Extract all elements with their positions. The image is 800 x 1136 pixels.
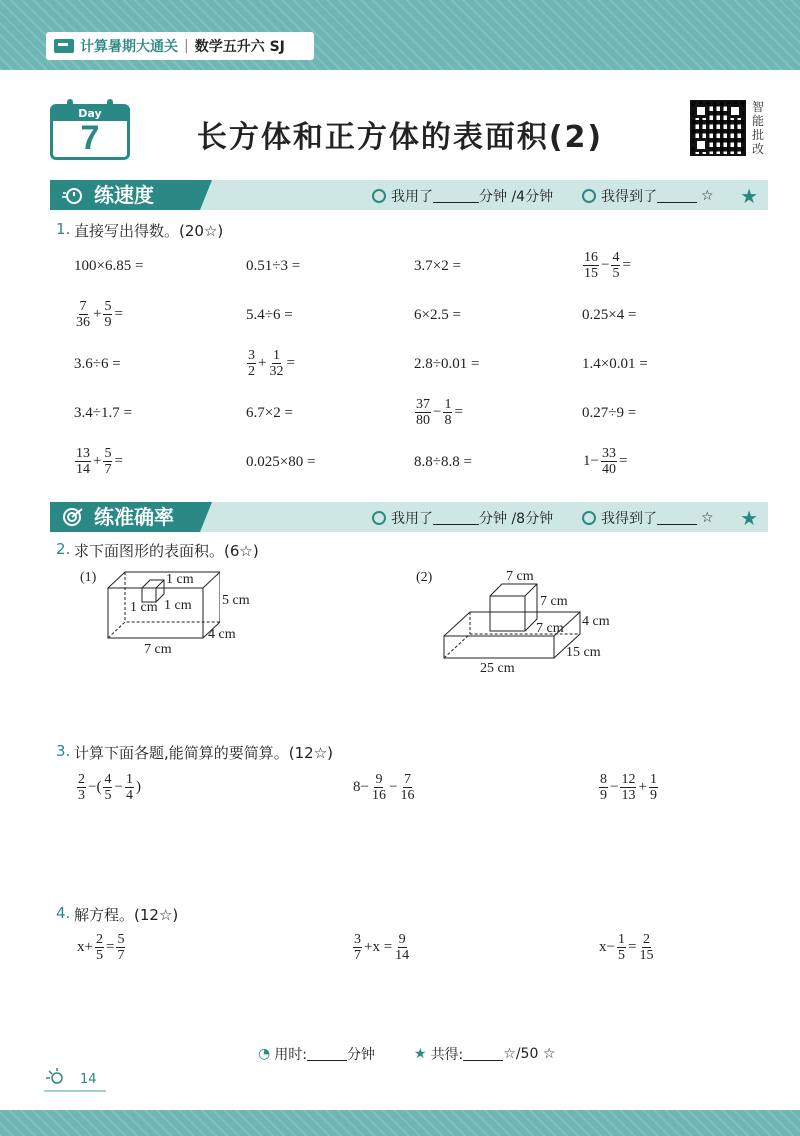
check-icon [582, 189, 596, 203]
stopwatch-icon [62, 185, 84, 205]
q1-problem: 5.4÷6 = [246, 307, 293, 323]
q1-problem: 3.7×2 = [414, 258, 461, 274]
clock-icon [372, 189, 386, 203]
q1-problem: 1.4×0.01 = [582, 356, 648, 372]
q1-problem: 2.8÷0.01 = [414, 356, 480, 372]
fraction: $\frac{1}{9}$ [649, 772, 657, 803]
fig2-label: (2) [416, 570, 433, 585]
q1-problem: 3.6÷6 = [74, 356, 121, 372]
fraction: $\frac{16}{15}$ [584, 250, 598, 281]
score-blank[interactable] [657, 189, 697, 203]
math-operator: = [622, 257, 631, 273]
fraction: $\frac{7}{16}$ [400, 772, 415, 803]
time-blank[interactable] [433, 189, 479, 203]
fraction: $\frac{3}{2}$ [248, 348, 255, 379]
fraction: $\frac{2}{5}$ [95, 932, 103, 963]
math-operator: + [258, 355, 267, 371]
math-operator: − [388, 779, 398, 795]
q1-problem: 6.7×2 = [246, 405, 293, 421]
fraction: $\frac{3}{7}$ [354, 932, 361, 963]
section-accuracy-label: 练准确率 [50, 502, 200, 532]
math-operator: − [610, 779, 619, 795]
q3-problem [76, 772, 142, 803]
math-operator: = [454, 404, 463, 420]
fraction: $\frac{4}{5}$ [104, 772, 112, 803]
section-accuracy-bar [50, 502, 768, 532]
q1-problem: 0.27÷9 = [582, 405, 637, 421]
math-operator: + [638, 779, 647, 795]
check-icon [582, 511, 596, 525]
fig1-label: (1) [80, 570, 97, 585]
page-title: 长方体和正方体的表面积(2) [196, 120, 604, 155]
star-icon: ★ [414, 1046, 427, 1062]
q1-problem [74, 299, 124, 330]
score-stat: 我得到了 ☆ [582, 186, 714, 206]
day-label: Day [53, 107, 127, 121]
fig1-dim: 1 cm [166, 572, 194, 587]
math-operator: +x = [364, 939, 393, 955]
math-operator: x− [599, 939, 615, 955]
footer-total: ★ 共得: ☆/50 ☆ [414, 1046, 556, 1063]
q4-equation [352, 932, 411, 963]
fraction: $\frac{8}{9}$ [600, 772, 607, 803]
qr-caption: 智 能 批 改 [752, 100, 765, 156]
math-operator: = [114, 306, 123, 322]
grade-title: 数学五升六 SJ [194, 39, 285, 55]
fraction: $\frac{33}{40}$ [601, 446, 616, 477]
math-operator: x+ [77, 939, 93, 955]
time-blank[interactable] [433, 511, 479, 525]
q2-text: 求下面图形的表面积。(6☆) [74, 542, 259, 560]
fig2-dim: 25 cm [480, 661, 515, 676]
math-operator: 1− [583, 453, 599, 469]
q1-problem [246, 348, 296, 379]
fig1-cuboid-diagram [100, 568, 220, 643]
footer-time: ◔ 用时: 分钟 [258, 1046, 375, 1063]
math-operator: − [114, 779, 123, 795]
fraction: $\frac{1}{4}$ [125, 772, 133, 803]
q1-problem: 3.4÷1.7 = [74, 405, 132, 421]
clock-icon [372, 511, 386, 525]
time-used-stat: 我用了 分钟 /4分钟 [372, 186, 553, 206]
q4-text: 解方程。(12☆) [74, 906, 179, 924]
q1-problem: 0.25×4 = [582, 307, 637, 323]
fig1-dim: 5 cm [222, 593, 250, 608]
time-used-stat: 我用了 分钟 /8分钟 [372, 508, 553, 528]
section-speed-bar [50, 180, 768, 210]
page-line [44, 1090, 106, 1092]
fraction: $\frac{13}{14}$ [76, 446, 90, 477]
q3-problem [352, 772, 416, 803]
q1-problem [582, 250, 632, 281]
fraction: $\frac{37}{80}$ [416, 397, 430, 428]
day-number: 7 [80, 119, 100, 157]
footer-total-blank[interactable] [463, 1047, 503, 1061]
fig2-dim: 7 cm [506, 569, 534, 584]
math-operator: ) [135, 779, 141, 795]
fig2-dim: 7 cm [536, 621, 564, 636]
q1-text: 直接写出得数。(20☆) [74, 222, 224, 240]
q1-problem [414, 397, 464, 428]
q1-problem [582, 446, 628, 477]
fig1-dim: 7 cm [144, 642, 172, 657]
book-icon [54, 39, 74, 53]
math-operator: −( [88, 779, 102, 795]
fraction: $\frac{5}{9}$ [104, 299, 112, 330]
series-title: 计算暑期大通关 [80, 39, 178, 55]
page-number: 14 [80, 1072, 97, 1087]
score-blank[interactable] [657, 511, 697, 525]
fig2-dim: 15 cm [566, 645, 601, 660]
stars-icon: ★ [740, 184, 758, 208]
q1-problem [74, 446, 124, 477]
q1-problem: 6×2.5 = [414, 307, 461, 323]
fraction: $\frac{9}{14}$ [395, 932, 410, 963]
bottom-band [0, 1110, 800, 1136]
math-operator: = [627, 939, 637, 955]
fraction: $\frac{2}{3}$ [78, 772, 85, 803]
q3-problem [598, 772, 659, 803]
math-operator: − [601, 257, 610, 273]
q3-text: 计算下面各题,能简算的要简算。(12☆) [74, 744, 334, 762]
target-icon [62, 507, 84, 527]
score-stat: 我得到了 ☆ [582, 508, 714, 528]
fraction: $\frac{1}{32}$ [269, 348, 284, 379]
math-operator: = [105, 939, 115, 955]
q3-number: 3. [56, 742, 71, 760]
math-operator: = [114, 453, 123, 469]
fraction: $\frac{1}{5}$ [617, 932, 625, 963]
math-operator: + [93, 306, 102, 322]
q4-equation [598, 932, 655, 963]
sun-icon [44, 1068, 70, 1086]
fraction: $\frac{4}{5}$ [612, 250, 620, 281]
math-operator: 8− [353, 779, 369, 795]
math-operator: = [618, 453, 628, 469]
footer-time-blank[interactable] [307, 1047, 347, 1061]
math-operator: − [433, 404, 442, 420]
q1-number: 1. [56, 220, 71, 238]
q4-equation [76, 932, 126, 963]
q1-problem: 8.8÷8.8 = [414, 454, 472, 470]
header-tab [46, 32, 314, 60]
q1-problem: 0.51÷3 = [246, 258, 301, 274]
fraction: $\frac{9}{16}$ [371, 772, 386, 803]
q1-problem: 100×6.85 = [74, 258, 144, 274]
fraction: $\frac{5}{7}$ [104, 446, 112, 477]
section-speed-label: 练速度 [50, 180, 200, 210]
fraction: $\frac{2}{15}$ [639, 932, 654, 963]
q4-number: 4. [56, 904, 71, 922]
q2-number: 2. [56, 540, 71, 558]
math-operator: = [286, 355, 295, 371]
fraction: $\frac{1}{8}$ [444, 397, 452, 428]
stars-icon: ★ [740, 506, 758, 530]
fig1-dim: 1 cm [164, 598, 192, 613]
fraction: $\frac{12}{13}$ [621, 772, 636, 803]
header-separator: | [184, 38, 189, 54]
qr-code-icon[interactable] [690, 100, 746, 156]
q1-problem: 0.025×80 = [246, 454, 316, 470]
fig1-dim: 1 cm [130, 600, 158, 615]
fraction: $\frac{7}{36}$ [76, 299, 90, 330]
fig2-dim: 7 cm [540, 594, 568, 609]
fraction: $\frac{5}{7}$ [117, 932, 125, 963]
fig2-dim: 4 cm [582, 614, 610, 629]
math-operator: + [93, 453, 102, 469]
fig1-dim: 4 cm [208, 627, 236, 642]
clock-icon: ◔ [258, 1046, 271, 1062]
